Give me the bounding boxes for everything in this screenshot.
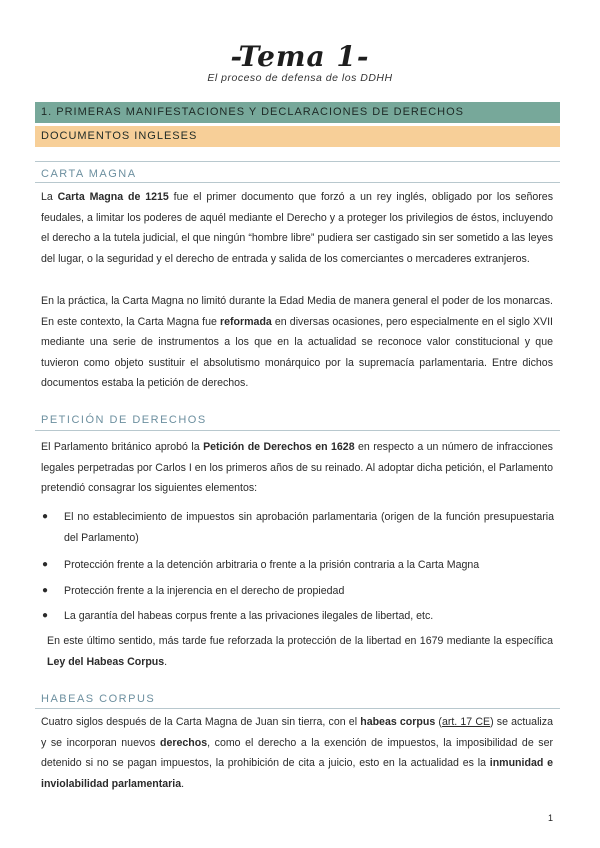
paragraph-carta-1: La Carta Magna de 1215 fue el primer documento que forzó a un rey inglés, obligado por los señores feudales, a limitar los poderes de aquél mediante el Derecho y a proteger los privilegios de éstos, incluyendo el derecho a la tutela judicial, el que ningún “hombre libre” pudiera ser castigado sin ser sometido a las leyes del lugar, o la seguridad y el derecho de entrada y salida de los comerciantes o mercaderes extranjeros. [41,191,553,265]
bullet-icon: ● [42,585,49,596]
page-subtitle: El proceso de defensa de los DDHH [207,72,393,84]
divider [35,430,560,431]
page-number: 1 [548,813,554,823]
bullet-icon: ● [42,511,49,522]
heading-habeas-corpus: HABEAS CORPUS [41,693,156,705]
divider [35,708,560,709]
article-reference: art. 17 CE [441,716,491,728]
list-item: ● La garantía del habeas corpus frente a las privaciones ilegales de libertad, etc. [64,606,554,627]
list-item: ● Protección frente a la detención arbitraria o frente a la prisión contraria a la Carta Magna [64,555,554,576]
heading-carta-magna: CARTA MAGNA [41,168,137,180]
bullet-icon: ● [42,610,49,621]
section-bar-documentos-ingleses: DOCUMENTOS INGLESES [35,126,560,147]
paragraph-carta-2: En la práctica, la Carta Magna no limitó durante la Edad Media de manera general el poder de los monarcas. En este contexto, la Carta Magna fue reformada en diversas ocasiones, pero especialmente en el siglo XVII mediante una serie de instrumentos a los que en la actualidad se reconoce valor constitucional y que tuvieron como objeto sustituir el absolutismo monárquico por la supremacía parlamentaria. Entre dichos documentos estaba la petición de derechos. [41,295,554,390]
heading-peticion-de-derechos: PETICIÓN DE DERECHOS [41,414,207,426]
section-bar-primeras-manifestaciones: 1. PRIMERAS MANIFESTACIONES Y DECLARACIONES DE DERECHOS [35,102,560,123]
paragraph-habeas-1: Cuatro siglos después de la Carta Magna de Juan sin tierra, con el habeas corpus (art. 17 CE) se actualiza y se incorporan nuevos derechos, como el derecho a la exención de impuestos, la imposibilidad de ser detenido si no se pagan impuestos, la prohibición de cita a juicio, esto en la actualidad es la inmunidad e inviolabilidad parlamentaria. [41,716,554,790]
paragraph-peticion-2: En este último sentido, más tarde fue reforzada la protección de la libertad en 1679 mediante la específica Ley del Habeas Corpus. [47,635,553,668]
divider [35,182,560,183]
page-title: -Tema 1- [230,40,370,73]
list-item: ● Protección frente a la injerencia en el derecho de propiedad [64,581,554,602]
paragraph-peticion-1: El Parlamento británico aprobó la Petición de Derechos en 1628 en respecto a un número de infracciones legales perpetradas por Carlos I en los primeros años de su reinado. Al adoptar dicha petición, el Parlamento pretendió consagrar los siguientes elementos: [41,441,553,495]
bullet-icon: ● [42,559,49,570]
divider [35,161,560,162]
list-item: ● El no establecimiento de impuestos sin aprobación parlamentaria (origen de la función presupuestaria del Parlamento) [64,507,554,548]
